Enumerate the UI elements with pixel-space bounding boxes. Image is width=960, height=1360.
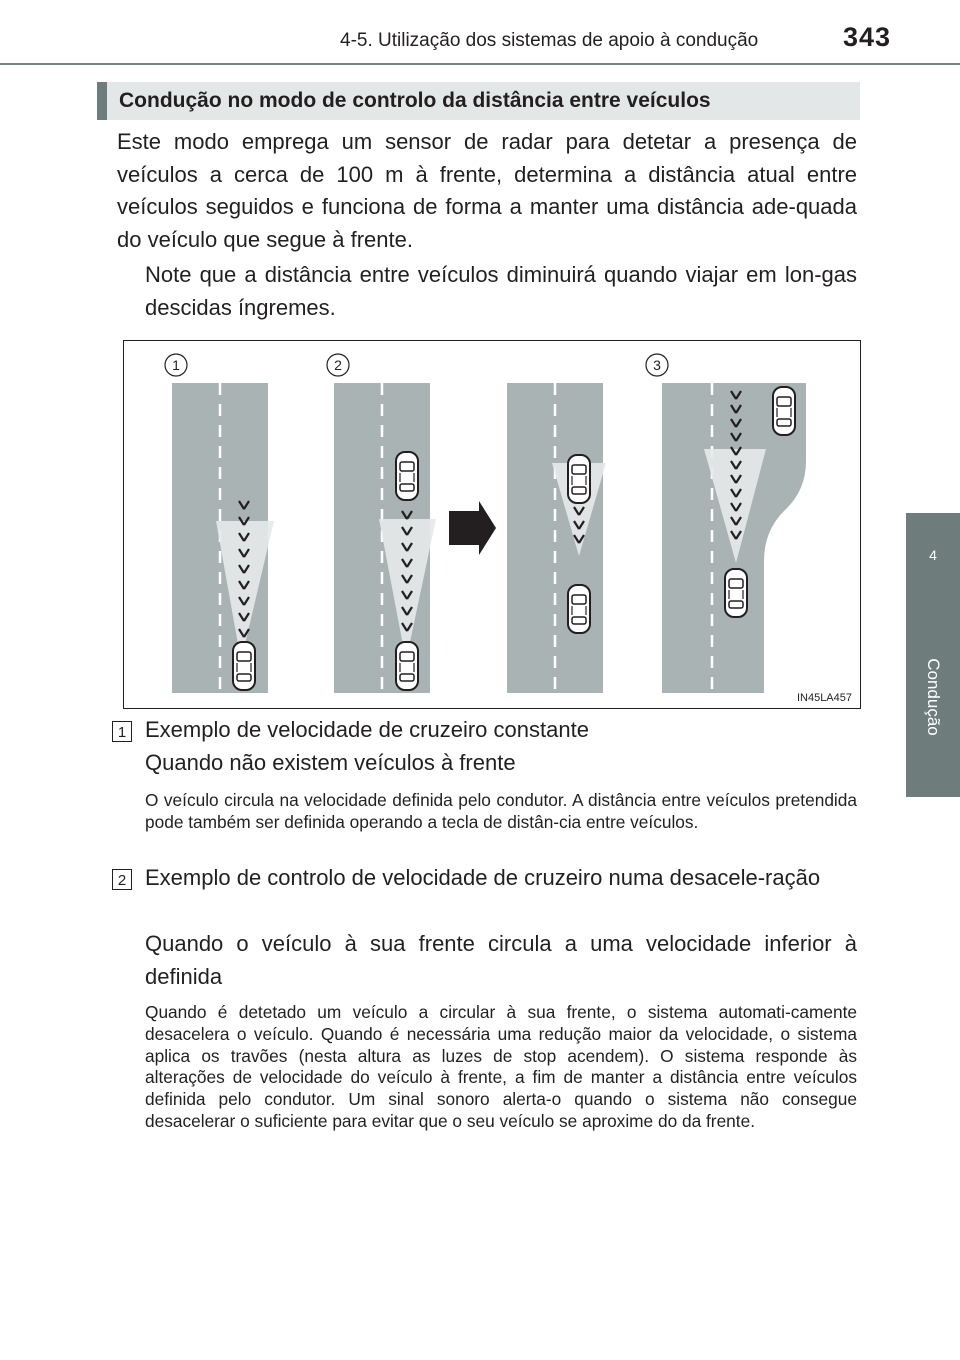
figure-code: IN45LA457 [796,692,852,704]
panel-4 [646,354,806,693]
figure-label-2: 2 [334,357,342,373]
item-2-subtitle: Quando o veículo à sua frente circula a uma velocidade inferior à definida [145,931,857,989]
item-1-title: Exemplo de velocidade de cruzeiro constante [145,717,589,742]
chapter-tab-number: 4 [906,513,960,597]
note-paragraph: Note que a distância entre veículos diminuirá quando viajar em lon-gas descidas íngremes. [145,262,857,320]
merging-car-4 [773,387,795,435]
own-car-4 [725,569,747,617]
transition-arrow [449,501,496,555]
figure-label-1: 1 [172,357,180,373]
section-title: Condução no modo de controlo da distância entre veículos [119,89,711,112]
panel-1 [165,354,274,693]
lead-car-3 [568,455,590,503]
page-number: 343 [843,22,892,52]
section-heading [97,82,860,120]
panel-2 [327,354,436,693]
panel-3 [507,383,606,693]
illustration-svg [124,341,860,708]
chapter-tab-label: Condução [924,658,943,736]
item-1-subtitle: Quando não existem veículos à frente [145,750,516,775]
own-car-3 [568,585,590,633]
item-1-body: O veículo circula na velocidade definida pelo condutor. A distância entre veículos pretendida pode também ser definida operando a tecla de distân-cia entre veículos. [145,790,857,832]
item-2-badge: 2 [112,869,132,890]
item-2-body: Quando é detetado um veículo a circular à sua frente, o sistema automati-camente desacelera o veículo. Quando é necessária uma redução maior da velocidade, o sistema aplica os travões (nesta altura as luzes de stop acendem). O sistema responde às alterações de velocidade do veículo à frente, a fim de manter a distância entre veículos definida pelo condutor. Um sinal sonoro alerta-o quando o sistema não consegue desacelerar o suficiente para evitar que o seu veículo se aproxime do da frente. [145,1002,857,1131]
header-section-title: 4-5. Utilização dos sistemas de apoio à condução [340,30,759,51]
header-divider [0,63,960,65]
lead-car-2 [396,452,418,500]
chapter-tab [906,597,960,797]
own-car-1 [233,642,255,690]
figure-label-3: 3 [653,357,661,373]
own-car-2 [396,642,418,690]
item-2-title: Exemplo de controlo de velocidade de cruzeiro numa desacele-ração [145,865,821,890]
radar-distance-illustration [123,340,861,709]
item-1-badge: 1 [112,721,132,742]
intro-paragraph: Este modo emprega um sensor de radar para detetar a presença de veículos a cerca de 100 m à frente, determina a distância atual entre veículos seguidos e funciona de forma a manter uma distância ade-quada do veículo que segue à frente. [117,129,857,252]
